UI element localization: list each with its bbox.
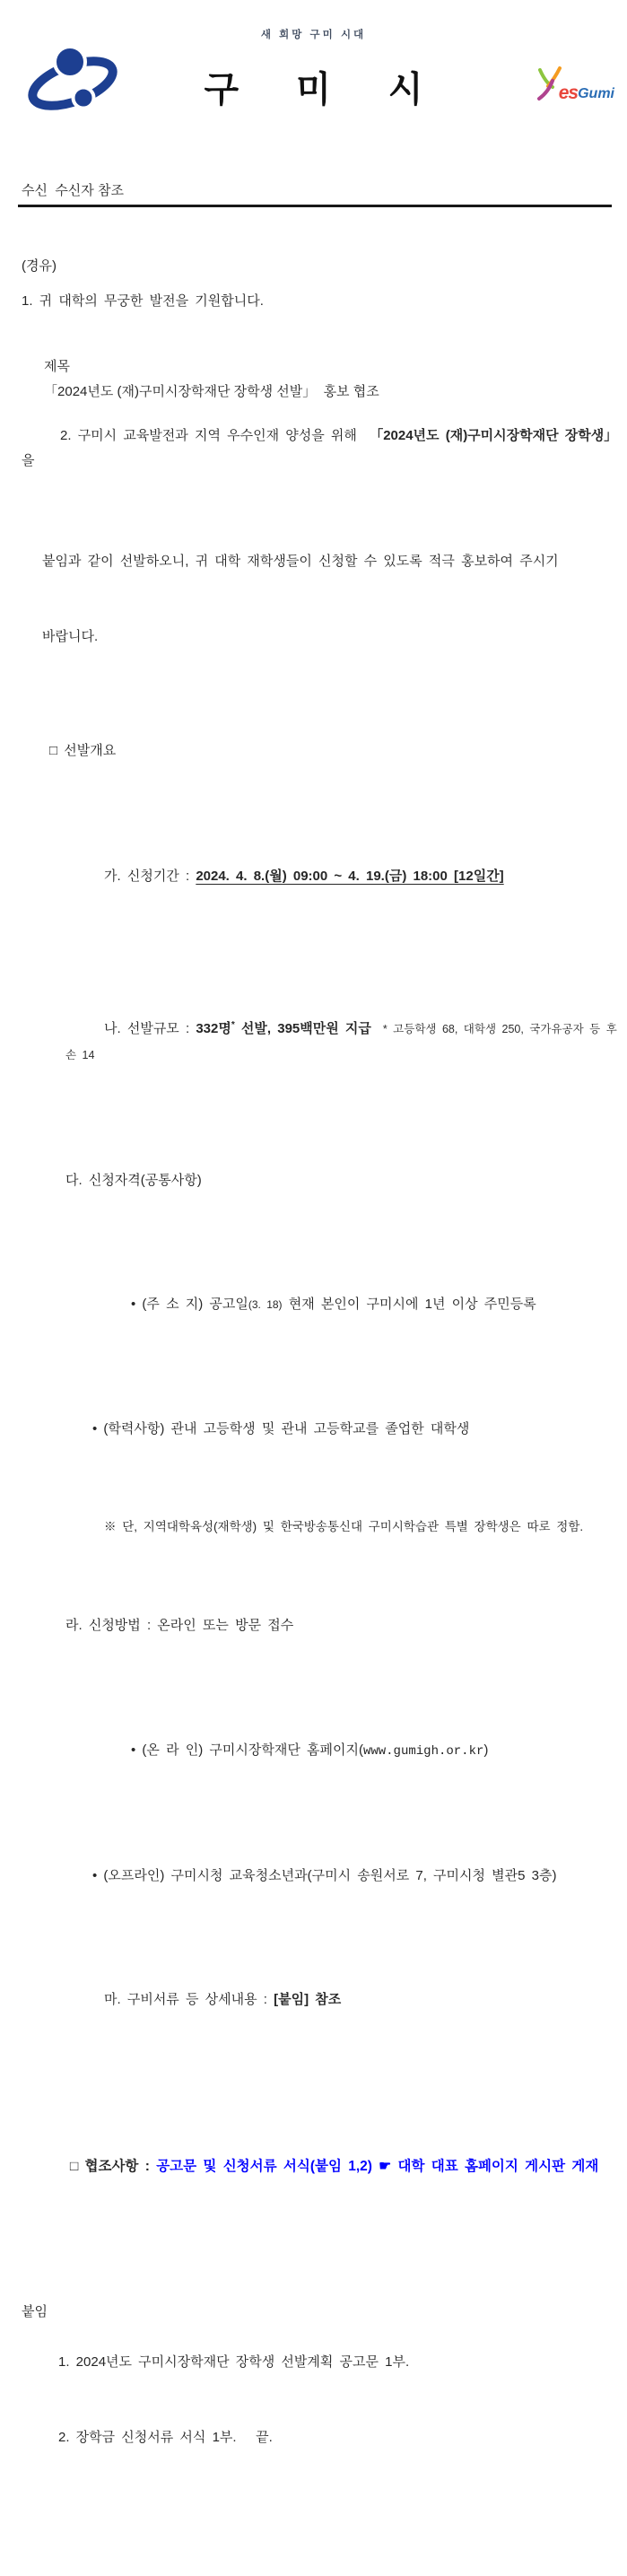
cooperation-label: □ 협조사항 : <box>69 2159 157 2174</box>
website-url: www.gumigh.or.kr <box>362 1743 484 1759</box>
cooperation-request-text: 공고문 및 신청서류 서식(붙임 1,2) ☛ 대학 대표 홈페이지 게시판 게재 <box>156 2159 599 2174</box>
bullet-online: • (온 라 인) 구미시장학재단 홈페이지(www.gumigh.or.kr) <box>131 1742 489 1759</box>
attachment-item-2: 2. 장학금 신청서류 서식 1부. 끝. <box>57 2430 273 2445</box>
recipient-line: 수신 수신자 참조 <box>22 183 124 198</box>
scale-footnote: * 고등학생 68, 대학생 250, 국가유공자 등 후손 14 <box>65 1023 617 1061</box>
brand-gumi-text: Gumi <box>578 86 614 102</box>
overview-item-documents: 마. 구비서류 등 상세내용 : [붙임] 참조 <box>104 1992 342 2007</box>
paragraph-2-line3: 바랍니다. <box>42 629 99 644</box>
overview-item-method: 라. 신청방법 : 온라인 또는 방문 접수 <box>65 1618 294 1633</box>
yesgumi-logo <box>536 66 614 102</box>
brand-es-text: es <box>558 83 579 103</box>
subject-label: 제목 <box>44 359 78 374</box>
overview-item-period: 가. 신청기간 : 2024. 4. 8.(월) 09:00 ~ 4. 19.(금) 18:00 [12일간] <box>104 868 504 884</box>
paragraph-2-line1: 2. 구미시 교육발전과 지역 우수인재 양성을 위해 「2024년도 (재)구미시장학재단 장학생」을 <box>22 428 618 468</box>
attachments-label: 붙임 <box>22 2304 48 2319</box>
document-org-title: 구미시 <box>204 70 481 109</box>
letter-body <box>22 214 618 2576</box>
bullet-offline: • (오프라인) 구미시청 교육청소년과(구미시 송원서로 7, 구미시청 별관5 3층) <box>92 1867 557 1883</box>
greeting-line: 1. 귀 대학의 무궁한 발전을 기원합니다. <box>22 293 264 309</box>
overview-item-scale: 나. 선발규모 : 332명* 선발, 395백만원 지급 * 고등학생 68, 대학생 250, 국가유공자 등 후손 14 <box>65 1020 617 1061</box>
attachments-block <box>22 2300 618 2501</box>
cooperation-line <box>22 2129 618 2205</box>
bullet-education: • (학력사항) 관내 고등학생 및 관내 고등학교를 졸업한 대학생 <box>92 1421 470 1436</box>
attachment-item-1: 1. 2024년도 구미시장학재단 장학생 선발계획 공고문 1부. <box>57 2354 410 2370</box>
paragraph-2-line2: 붙임과 같이 선발하오니, 귀 대학 재학생들이 신청할 수 있도록 적극 홍보하여 주시기 <box>42 554 559 569</box>
header-divider <box>18 205 612 207</box>
overview-item-eligibility: 다. 신청자격(공통사항) <box>65 1172 202 1188</box>
via-line: (경유) <box>22 258 57 274</box>
bullet-address: • (주 소 지) 공고일(3. 18) 현재 본인이 구미시에 1년 이상 주민등록 <box>131 1297 536 1312</box>
city-slogan: 새 희망 구미 시대 <box>260 30 367 40</box>
overview-heading: □ 선발개요 <box>49 743 117 758</box>
scholarship-title-bold: 「2024년도 (재)구미시장학재단 장학생」 <box>370 428 618 443</box>
application-period-value: 2024. 4. 8.(월) 09:00 ~ 4. 19.(금) 18:00 [12일간] <box>196 868 504 884</box>
eligibility-note: ※ 단, 지역대학육성(재학생) 및 한국방송통신대 구미시학습관 특별 장학생은 따로 정함. <box>104 1520 584 1533</box>
subject-text: 「2024년도 (재)구미시장학재단 장학생 선발」 홍보 협조 <box>44 384 379 399</box>
attachments-list <box>58 2300 409 2501</box>
